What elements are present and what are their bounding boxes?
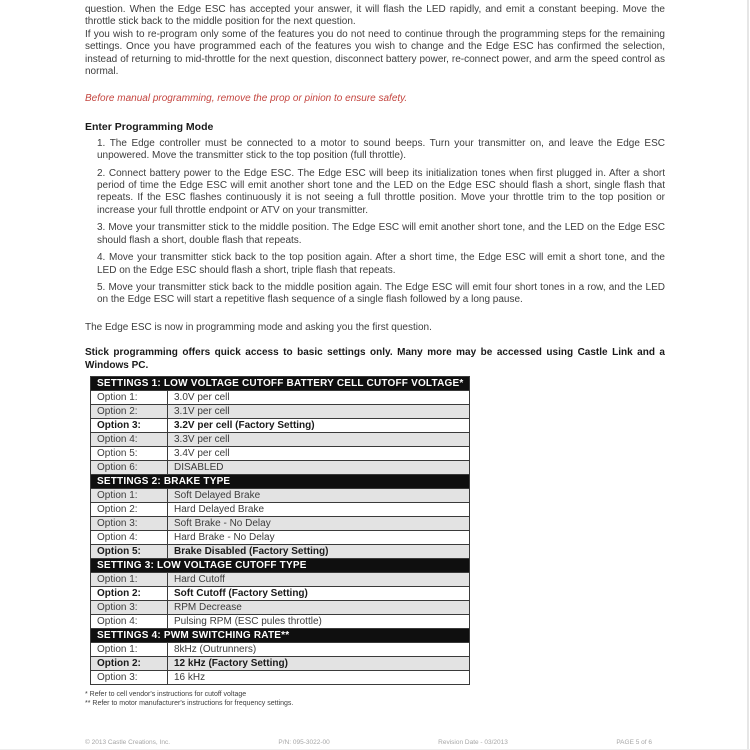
section-header-cell: SETTINGS 4: PWM SWITCHING RATE** — [91, 628, 470, 642]
table-section-header — [91, 376, 470, 390]
option-value: 3.1V per cell — [168, 404, 470, 418]
step-1: 1. The Edge controller must be connected to a motor to sound beeps. Turn your transmitter on, and leave the Edge ESC unpowered. Move the transmitter stick to the top position (full throttle). — [97, 137, 665, 162]
table-row-factory — [91, 544, 470, 558]
table-section-header — [91, 558, 470, 572]
option-value: 12 kHz (Factory Setting) — [168, 656, 470, 670]
option-label: Option 4: — [91, 614, 168, 628]
option-value: Soft Brake - No Delay — [168, 516, 470, 530]
paragraph-continued: question. When the Edge ESC has accepted your answer, it will flash the LED rapidly, and emit a constant beeping. Move the throttle stick back to the middle position for the next question. — [85, 4, 665, 28]
option-value: Hard Brake - No Delay — [168, 530, 470, 544]
option-value: 3.2V per cell (Factory Setting) — [168, 418, 470, 432]
table-row-factory — [91, 656, 470, 670]
option-value: DISABLED — [168, 460, 470, 474]
footnotes — [85, 690, 665, 708]
footnote-frequency: ** Refer to motor manufacturer's instructions for frequency settings. — [85, 699, 294, 707]
table-row — [91, 502, 470, 516]
footnote-cutoff-voltage: * Refer to cell vendor's instructions for cutoff voltage — [85, 690, 247, 698]
footer-revision-date: Revision Date - 03/2013 — [438, 739, 508, 746]
option-label: Option 2: — [91, 586, 168, 600]
table-row — [91, 530, 470, 544]
option-value: Soft Delayed Brake — [168, 488, 470, 502]
option-label: Option 3: — [91, 516, 168, 530]
settings-table — [90, 376, 470, 685]
option-label: Option 3: — [91, 418, 168, 432]
page-footer — [85, 739, 652, 746]
option-value: 3.4V per cell — [168, 446, 470, 460]
paragraph-reprogram: If you wish to re-program only some of the features you do not need to continue through the programming steps for the remaining settings. Once you have programmed each of the features you wish to change and the Edge ESC has confirmed the selection, instead of returning to mid-throttle for the next question, disconnect battery power, re-connect power, and arm the speed control as normal. — [85, 28, 665, 78]
table-row — [91, 642, 470, 656]
table-row — [91, 446, 470, 460]
option-value: 8kHz (Outrunners) — [168, 642, 470, 656]
option-value: 16 kHz — [168, 670, 470, 684]
option-value: Hard Delayed Brake — [168, 502, 470, 516]
option-value: Hard Cutoff — [168, 572, 470, 586]
table-row — [91, 404, 470, 418]
option-label: Option 1: — [91, 390, 168, 404]
page-edge — [747, 0, 749, 750]
step-5: 5. Move your transmitter stick back to the middle position again. The Edge ESC will emit four short tones in a row, and the LED on the Edge ESC will start a repetitive flash sequence of a single flash followed by a long pause. — [97, 281, 665, 306]
table-row — [91, 614, 470, 628]
table-section-header — [91, 628, 470, 642]
table-row-factory — [91, 418, 470, 432]
safety-warning-text: Before manual programming, remove the prop or pinion to ensure safety. — [85, 93, 408, 105]
option-label: Option 5: — [91, 544, 168, 558]
table-row — [91, 460, 470, 474]
option-value: 3.3V per cell — [168, 432, 470, 446]
option-value: Pulsing RPM (ESC pules throttle) — [168, 614, 470, 628]
table-row — [91, 432, 470, 446]
table-row — [91, 670, 470, 684]
option-value: Soft Cutoff (Factory Setting) — [168, 586, 470, 600]
footer-copyright: © 2013 Castle Creations, Inc. — [85, 739, 170, 746]
stick-programming-note: Stick programming offers quick access to basic settings only. Many more may be accessed using Castle Link and a Windows PC. — [85, 347, 665, 371]
table-row — [91, 572, 470, 586]
option-label: Option 5: — [91, 446, 168, 460]
option-label: Option 4: — [91, 530, 168, 544]
footer-part-number: P/N: 095-3022-00 — [278, 739, 330, 746]
table-row-factory — [91, 586, 470, 600]
section-header-cell: SETTING 3: LOW VOLTAGE CUTOFF TYPE — [91, 558, 470, 572]
step-4: 4. Move your transmitter stick back to the top position again. After a short time, the Edge ESC will emit a short tone, and the LED on the Edge ESC should flash a short, triple flash that repeats. — [97, 252, 665, 276]
step-3: 3. Move your transmitter stick to the middle position. The Edge ESC will emit another short tone, and the LED on the Edge ESC should flash a short, double flash that repeats. — [97, 222, 665, 246]
option-label: Option 1: — [91, 642, 168, 656]
option-label: Option 3: — [91, 670, 168, 684]
option-value: RPM Decrease — [168, 600, 470, 614]
section-header-cell: SETTINGS 1: LOW VOLTAGE CUTOFF BATTERY CELL CUTOFF VOLTAGE* — [91, 376, 470, 390]
table-row — [91, 600, 470, 614]
option-label: Option 6: — [91, 460, 168, 474]
table-section-header — [91, 474, 470, 488]
option-label: Option 4: — [91, 432, 168, 446]
option-value: 3.0V per cell — [168, 390, 470, 404]
option-label: Option 2: — [91, 656, 168, 670]
step-2: 2. Connect battery power to the Edge ESC. The Edge ESC will beep its initialization tones when first plugged in. After a short period of time the Edge ESC will emit another short tone and the LED on the Edge ESC should flash a short, single flash that repeats. If the ESC flashes continuously it is not seeing a full throttle position. Move your throttle trim to the top position or increase your full throttle endpoint or ATV on your transmitter. — [97, 167, 665, 216]
option-label: Option 1: — [91, 488, 168, 502]
option-label: Option 1: — [91, 572, 168, 586]
option-label: Option 2: — [91, 404, 168, 418]
footer-page-number: PAGE 5 of 6 — [616, 739, 652, 746]
option-label: Option 3: — [91, 600, 168, 614]
table-row — [91, 488, 470, 502]
table-row — [91, 390, 470, 404]
option-label: Option 2: — [91, 502, 168, 516]
table-row — [91, 516, 470, 530]
section-header-cell: SETTINGS 2: BRAKE TYPE — [91, 474, 470, 488]
programming-mode-note: The Edge ESC is now in programming mode and asking you the first question. — [85, 321, 432, 333]
option-value: Brake Disabled (Factory Setting) — [168, 544, 470, 558]
section-heading: Enter Programming Mode — [85, 120, 214, 133]
